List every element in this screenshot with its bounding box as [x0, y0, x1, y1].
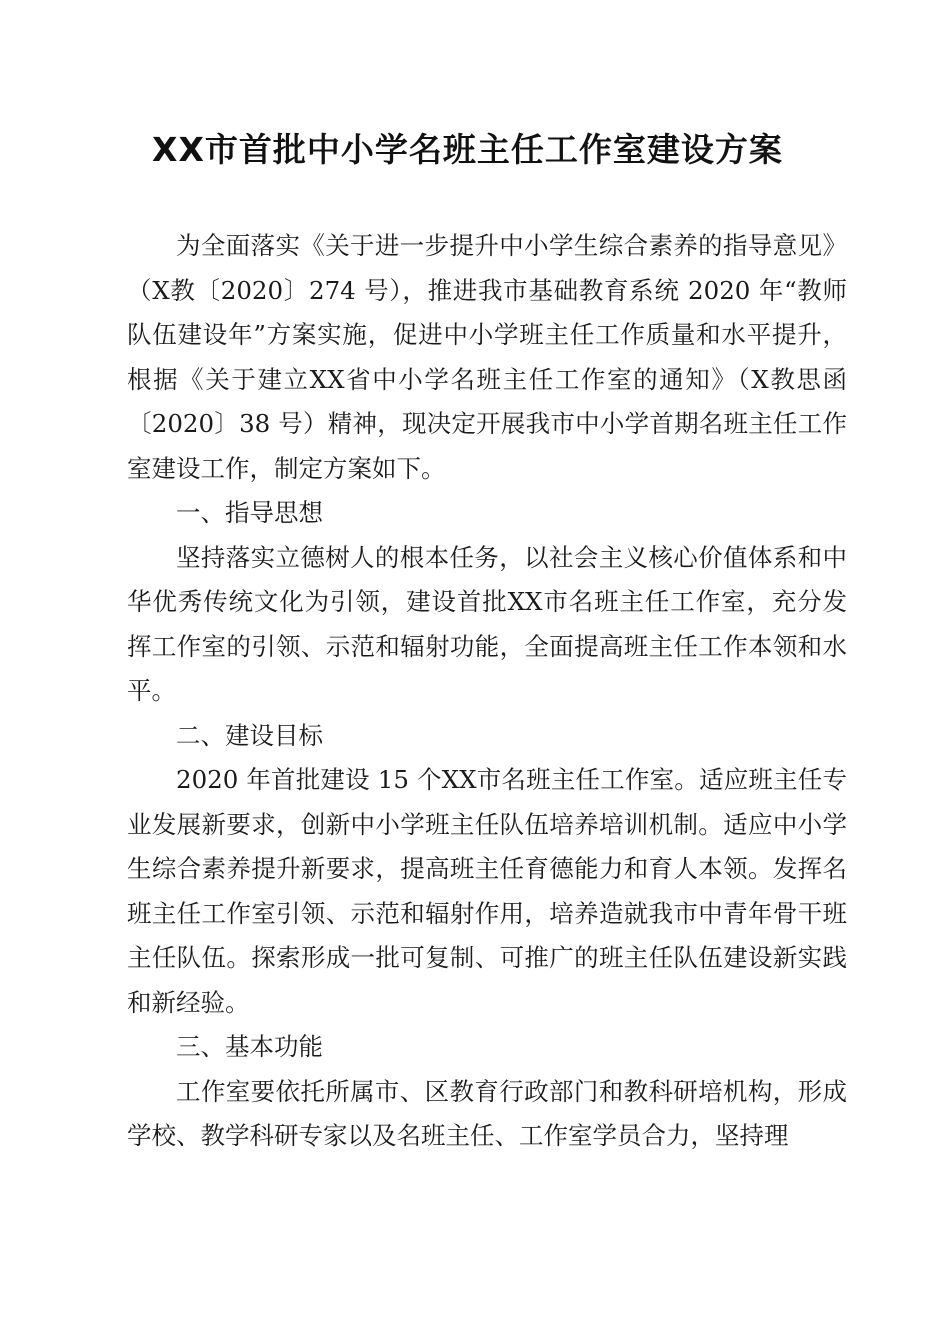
section-paragraph-guiding-ideology: 坚持落实立德树人的根本任务，以社会主义核心价值体系和中华优秀传统文化为引领，建设首批XX市名班主任工作室，充分发挥工作室的引领、示范和辐射功能，全面提高班主任工作本领和水平。: [127, 542, 847, 705]
document-body: [127, 224, 847, 1159]
document-title: XX市首批中小学名班主任工作室建设方案: [152, 130, 783, 169]
section-heading-guiding-ideology: 一、指导思想: [176, 498, 323, 527]
section-paragraph-construction-goals: 2020 年首批建设 15 个XX市名班主任工作室。适应班主任专业发展新要求，创新中小学班主任队伍培养培训机制。适应中小学生综合素养提升新要求，提高班主任育德能力和育人本领。发挥名班主任工作室引领、示范和辐射作用，培养造就我市中青年骨干班主任队伍。探索形成一批可复制、可推广的班主任队伍建设新实践和新经验。: [127, 765, 847, 1017]
section-heading-construction-goals: 二、建设目标: [176, 720, 323, 750]
intro-paragraph: 为全面落实《关于进一步提升中小学生综合素养的指导意见》（X教〔2020〕274 号），推进我市基础教育系统 2020 年“教师队伍建设年”方案实施，促进中小学班主任工作质量和水平提升，根据《关于建立XX省中小学名班主任工作室的通知》（X教思函〔2020〕38 号）精神，现决定开展我市中小学首期名班主任工作室建设工作，制定方案如下。: [127, 231, 847, 483]
section-paragraph-basic-functions: 工作室要依托所属市、区教育行政部门和教科研培机构，形成学校、教学科研专家以及名班主任、工作室学员合力，坚持理: [127, 1076, 847, 1150]
section-heading-basic-functions: 三、基本功能: [176, 1032, 323, 1061]
